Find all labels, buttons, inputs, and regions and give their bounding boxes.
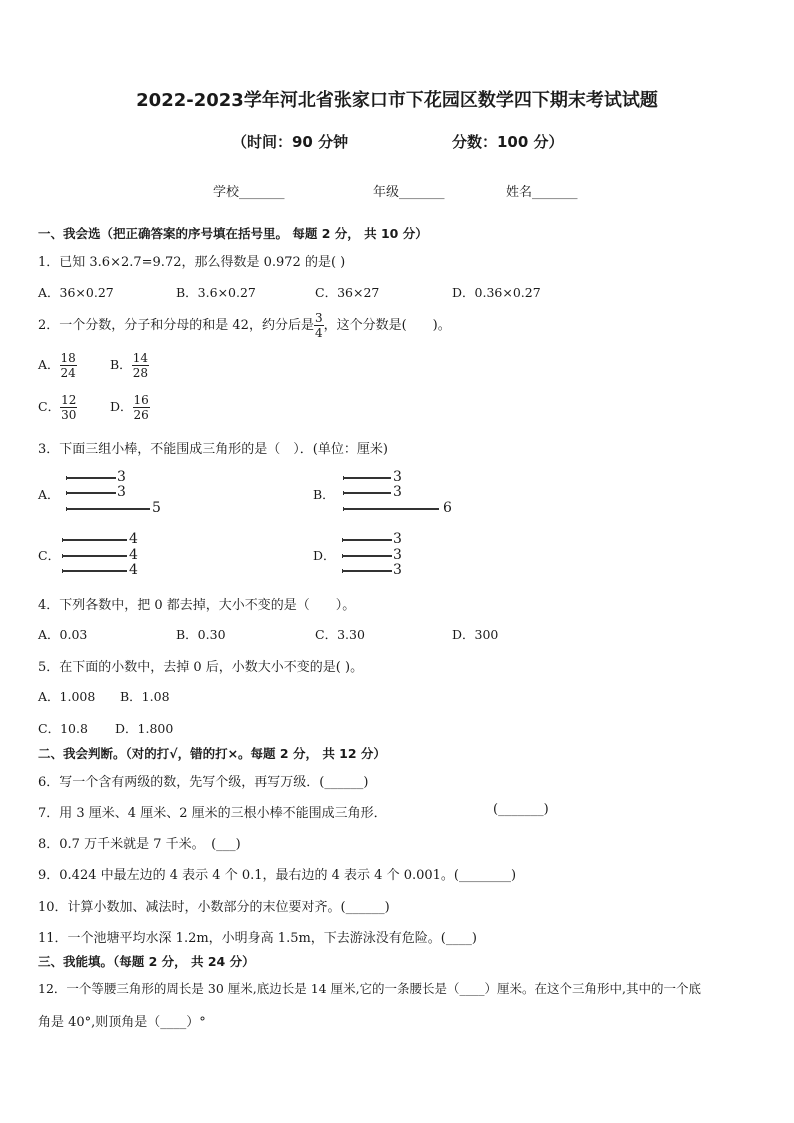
question-12-line-2: 角是 40°,则顶角是（____）° xyxy=(38,1015,206,1030)
question-6: 6．写一个含有两级的数，先写个级，再写万级．(______) xyxy=(38,775,369,790)
q3-b-stick-2 xyxy=(343,492,391,494)
q3-d-stick-3-label: 3 xyxy=(393,562,402,578)
q2-fraction-denominator: 4 xyxy=(314,326,323,340)
q2-d-denominator: 26 xyxy=(133,408,149,422)
q3-a-stick-3-label: 5 xyxy=(152,500,161,516)
q2-option-c-fraction xyxy=(60,394,77,421)
q2-option-a[interactable] xyxy=(38,352,77,379)
question-1: 1．已知 3.6×2.7=9.72，那么得数是 0.972 的是( ) xyxy=(38,255,346,270)
question-3: 3．下面三组小棒，不能围成三角形的是（ ）．(单位：厘米) xyxy=(38,442,388,457)
q5-option-c[interactable]: C．10.8 xyxy=(38,721,88,736)
q2-option-b[interactable] xyxy=(110,352,149,379)
section-3-heading: 三、我能填。（每题 2 分， 共 24 分） xyxy=(38,954,255,969)
q3-d-stick-2-label: 3 xyxy=(393,547,402,563)
q4-option-a[interactable]: A．0.03 xyxy=(38,627,88,642)
q7-answer-blank[interactable]: (_______) xyxy=(493,802,549,817)
question-8: 8．0.7 万千米就是 7 千米。 (___) xyxy=(38,837,241,852)
q2-option-b-label: B． xyxy=(110,357,132,372)
q2-option-b-fraction xyxy=(132,352,149,379)
q4-option-b[interactable]: B．0.30 xyxy=(176,627,226,642)
q3-b-stick-3-label: 6 xyxy=(443,500,452,516)
page-title: 2022-2023学年河北省张家口市下花园区数学四下期末考试试题 xyxy=(136,90,658,111)
q3-a-stick-2-label: 3 xyxy=(117,484,126,500)
q3-b-stick-1-label: 3 xyxy=(393,469,402,485)
q3-option-d-label[interactable]: D． xyxy=(313,548,336,563)
q2-option-d-label: D． xyxy=(110,399,133,414)
q3-c-stick-1-label: 4 xyxy=(129,531,138,547)
q3-d-stick-1-label: 3 xyxy=(393,531,402,547)
q5-option-a[interactable]: A．1.008 xyxy=(38,689,96,704)
q3-d-stick-1 xyxy=(342,539,392,541)
q3-c-stick-3 xyxy=(62,570,127,572)
q3-b-stick-1 xyxy=(343,477,391,479)
q3-a-stick-1 xyxy=(66,477,116,479)
q2-a-denominator: 24 xyxy=(60,366,76,380)
q2-d-numerator: 16 xyxy=(133,393,149,407)
q2-option-d-fraction xyxy=(133,394,150,421)
q1-option-c[interactable]: C．36×27 xyxy=(315,285,380,300)
q2-text-before: 2．一个分数，分子和分母的和是 42，约分后是 xyxy=(38,318,314,333)
q3-c-stick-2-label: 4 xyxy=(129,547,138,563)
q2-option-a-fraction xyxy=(60,352,77,379)
q2-option-c-label: C． xyxy=(38,399,61,414)
q3-a-stick-3 xyxy=(66,508,150,510)
question-2 xyxy=(38,312,451,339)
question-5: 5．在下面的小数中，去掉 0 后，小数大小不变的是( )。 xyxy=(38,660,364,675)
q3-c-stick-1 xyxy=(62,539,127,541)
q2-option-c[interactable] xyxy=(38,394,77,421)
q3-d-stick-2 xyxy=(342,555,392,557)
question-7: 7．用 3 厘米、4 厘米、2 厘米的三根小棒不能围成三角形． xyxy=(38,806,387,821)
q4-option-d[interactable]: D．300 xyxy=(452,627,499,642)
q3-b-stick-2-label: 3 xyxy=(393,484,402,500)
question-11: 11．一个池塘平均水深 1.2m，小明身高 1.5m，下去游泳没有危险。(____) xyxy=(38,931,477,946)
q3-option-c-label[interactable]: C． xyxy=(38,548,61,563)
exam-time: （时间：90 分钟 xyxy=(232,133,349,151)
q2-option-a-label: A． xyxy=(38,357,60,372)
q3-b-stick-3 xyxy=(343,508,439,510)
grade-field[interactable]: 年级_______ xyxy=(373,185,445,200)
q2-fraction-numerator: 3 xyxy=(314,311,323,325)
q1-option-d[interactable]: D．0.36×0.27 xyxy=(452,285,541,300)
q2-text-after: ，这个分数是( )。 xyxy=(323,318,451,333)
q2-a-numerator: 18 xyxy=(60,351,76,365)
question-10: 10．计算小数加、减法时，小数部分的末位要对齐。(______) xyxy=(38,900,390,915)
q5-option-d[interactable]: D．1.800 xyxy=(115,721,174,736)
school-field[interactable]: 学校_______ xyxy=(213,185,285,200)
q2-b-numerator: 14 xyxy=(132,351,148,365)
question-9: 9．0.424 中最左边的 4 表示 4 个 0.1，最右边的 4 表示 4 个 0.001。(________) xyxy=(38,868,517,883)
q2-c-numerator: 12 xyxy=(61,393,77,407)
section-1-heading: 一、我会选（把正确答案的序号填在括号里。 每题 2 分， 共 10 分） xyxy=(38,226,428,241)
q3-d-stick-3 xyxy=(342,570,392,572)
q1-option-a[interactable]: A．36×0.27 xyxy=(38,285,114,300)
q3-a-stick-1-label: 3 xyxy=(117,469,126,485)
name-field[interactable]: 姓名_______ xyxy=(506,185,578,200)
q3-option-a-label[interactable]: A． xyxy=(38,487,60,502)
q2-option-d[interactable] xyxy=(110,394,150,421)
section-2-heading: 二、我会判断。（对的打√，错的打×。每题 2 分， 共 12 分） xyxy=(38,746,386,761)
q3-c-stick-2 xyxy=(62,555,127,557)
q3-a-stick-2 xyxy=(66,492,116,494)
q1-option-b[interactable]: B．3.6×0.27 xyxy=(176,285,256,300)
q2-b-denominator: 28 xyxy=(132,366,148,380)
q5-option-b[interactable]: B．1.08 xyxy=(120,689,170,704)
q2-fraction xyxy=(314,312,324,339)
question-12-line-1: 12．一个等腰三角形的周长是 30 厘米,底边长是 14 厘米,它的一条腰长是（____）厘米。在这个三角形中,其中的一个底 xyxy=(38,981,702,996)
q3-option-b-label[interactable]: B． xyxy=(313,487,335,502)
exam-score: 分数：100 分） xyxy=(452,133,564,151)
q4-option-c[interactable]: C．3.30 xyxy=(315,627,365,642)
q3-c-stick-3-label: 4 xyxy=(129,562,138,578)
q2-c-denominator: 30 xyxy=(61,408,77,422)
question-4: 4．下列各数中，把 0 都去掉，大小不变的是（ ）。 xyxy=(38,598,356,613)
